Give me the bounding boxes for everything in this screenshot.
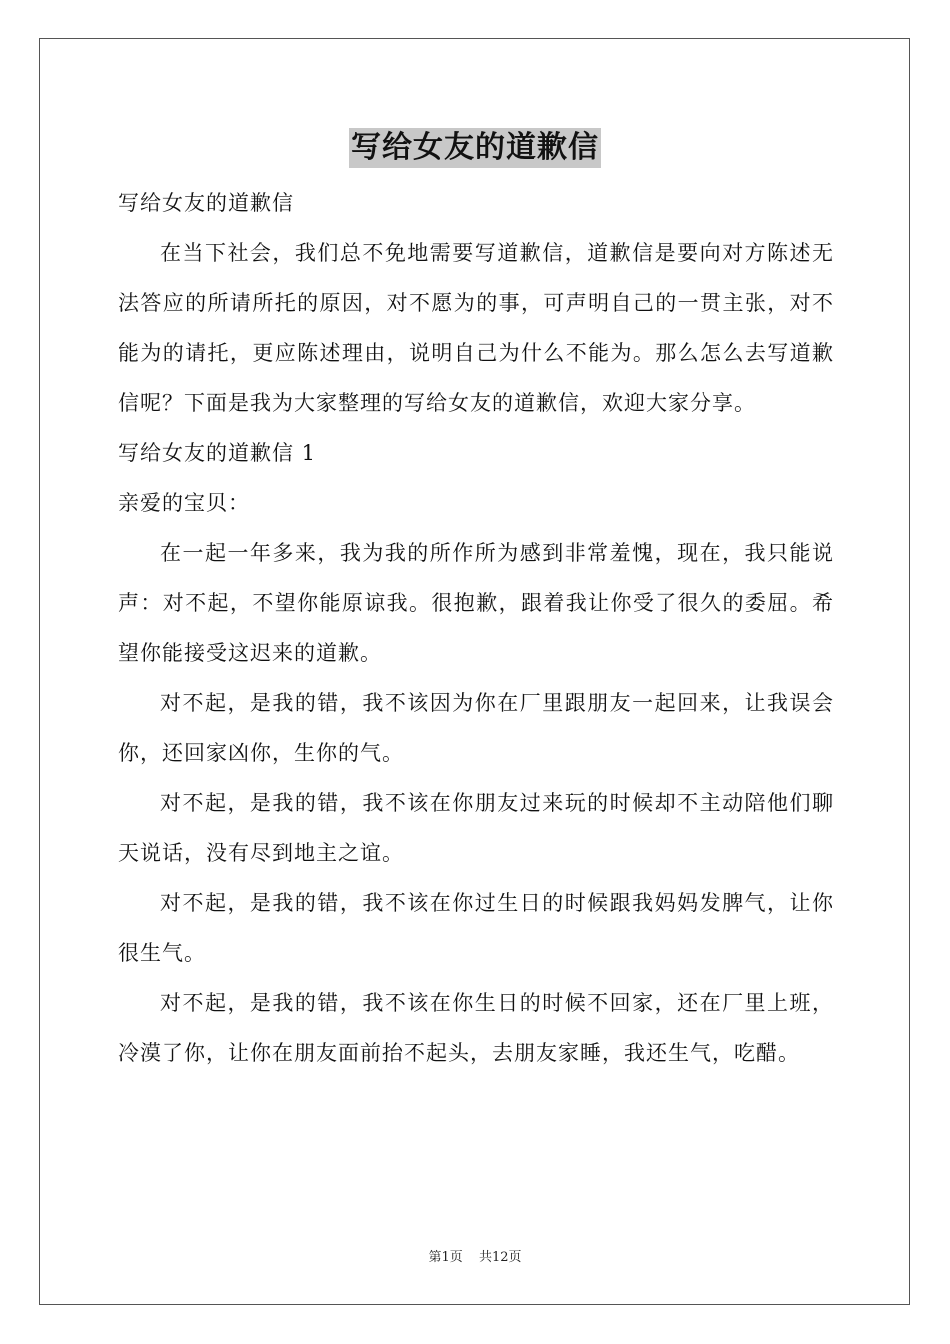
section-heading: 写给女友的道歉信 1 xyxy=(118,441,317,465)
page-number-current: 第1页 xyxy=(428,1250,463,1265)
paragraph: 对不起，是我的错，我不该在你过生日的时候跟我妈妈发脾气，让你很生气。 xyxy=(118,891,834,965)
paragraph: 在当下社会，我们总不免地需要写道歉信，道歉信是要向对方陈述无法答应的所请所托的原因，对不愿为的事，可声明自己的一贯主张，对不能为的请托，更应陈述理由，说明自己为什么不能为。那么怎么去写道歉信呢？下面是我为大家整理的写给女友的道歉信，欢迎大家分享。 xyxy=(118,241,834,415)
document-body xyxy=(118,178,834,1078)
page-number-total: 共12页 xyxy=(478,1250,522,1265)
title-container xyxy=(0,128,950,168)
document-title: 写给女友的道歉信 xyxy=(349,128,601,168)
page-footer xyxy=(0,1246,950,1265)
salutation: 亲爱的宝贝： xyxy=(118,491,250,515)
paragraph: 写给女友的道歉信 xyxy=(118,191,294,215)
paragraph: 对不起，是我的错，我不该在你生日的时候不回家，还在厂里上班，冷漠了你，让你在朋友面前抬不起头，去朋友家睡，我还生气，吃醋。 xyxy=(118,991,834,1065)
paragraph: 对不起，是我的错，我不该因为你在厂里跟朋友一起回来，让我误会你，还回家凶你，生你的气。 xyxy=(118,691,834,765)
paragraph: 对不起，是我的错，我不该在你朋友过来玩的时候却不主动陪他们聊天说话，没有尽到地主之谊。 xyxy=(118,791,834,865)
paragraph: 在一起一年多来，我为我的所作所为感到非常羞愧，现在，我只能说声：对不起，不望你能原谅我。很抱歉，跟着我让你受了很久的委屈。希望你能接受这迟来的道歉。 xyxy=(118,541,834,665)
